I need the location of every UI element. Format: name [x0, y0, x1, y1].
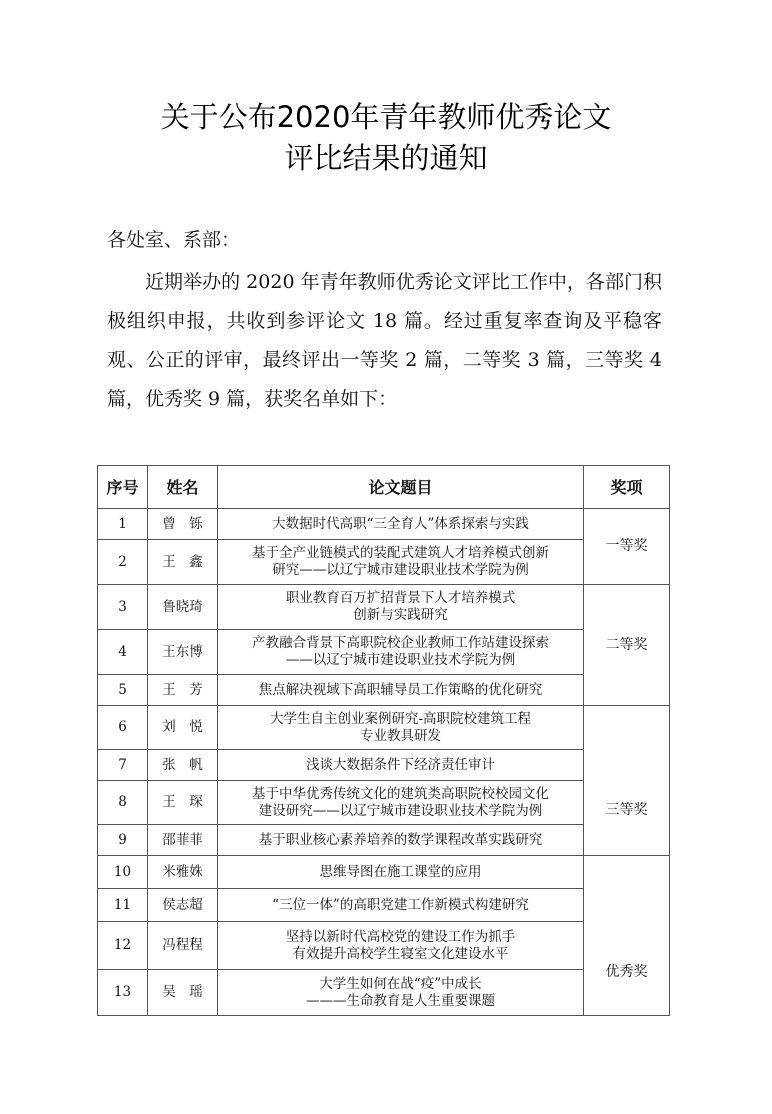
row-title: 大数据时代高职“三全育人”体系探索与实践 — [218, 509, 584, 540]
document-title-line2: 评比结果的通知 — [284, 141, 488, 175]
notice-paragraph: 近期举办的 2020 年青年教师优秀论文评比工作中，各部门积极组织申报，共收到参评论文 18 篇。经过重复率查询及平稳客观、公正的评审，最终评出一等奖 2 篇，二等奖 3 篇，三等奖 4 篇，优秀奖 9 篇，获奖名单如下： — [107, 271, 662, 410]
row-index: 4 — [98, 630, 148, 675]
award-first-prize: 一等奖 — [584, 509, 670, 585]
row-index: 7 — [98, 750, 148, 781]
table-row — [98, 585, 670, 630]
row-name: 王东博 — [148, 630, 218, 675]
row-index: 10 — [98, 856, 148, 889]
header-title: 论文题目 — [218, 466, 584, 509]
row-title: 产教融合背景下高职院校企业教师工作站建设探索 ——以辽宁城市建设职业技术学院为例 — [218, 630, 584, 675]
row-index: 5 — [98, 675, 148, 706]
row-title: 大学生如何在战“疫”中成长 ———生命教育是人生重要课题 — [218, 970, 584, 1016]
row-title: 基于全产业链模式的装配式建筑人才培养模式创新 研究——以辽宁城市建设职业技术学院为例 — [218, 540, 584, 585]
table-row — [98, 856, 670, 889]
row-name: 鲁晓琦 — [148, 585, 218, 630]
table-row — [98, 509, 670, 540]
row-index: 11 — [98, 889, 148, 922]
row-name: 邵菲菲 — [148, 825, 218, 856]
table-header-row — [98, 466, 670, 509]
header-index: 序号 — [98, 466, 148, 509]
row-title: 思维导图在施工课堂的应用 — [218, 856, 584, 889]
row-name: 侯志超 — [148, 889, 218, 922]
row-name: 张 帆 — [148, 750, 218, 781]
row-title: 基于职业核心素养培养的数学课程改革实践研究 — [218, 825, 584, 856]
award-table — [97, 465, 670, 1016]
row-name: 刘 悦 — [148, 706, 218, 750]
row-name: 王 琛 — [148, 781, 218, 825]
row-title: 坚持以新时代高校党的建设工作为抓手 有效提升高校学生寝室文化建设水平 — [218, 922, 584, 970]
award-excellence-prize: 优秀奖 — [584, 856, 670, 1016]
row-title: 基于中华优秀传统文化的建筑类高职院校校园文化 建设研究——以辽宁城市建设职业技术学院为例 — [218, 781, 584, 825]
row-index: 9 — [98, 825, 148, 856]
table-row — [98, 706, 670, 750]
row-title: 大学生自主创业案例研究-高职院校建筑工程 专业教具研发 — [218, 706, 584, 750]
award-second-prize: 二等奖 — [584, 585, 670, 706]
row-name: 曾 铄 — [148, 509, 218, 540]
award-third-prize: 三等奖 — [584, 706, 670, 856]
row-index: 13 — [98, 970, 148, 1016]
row-name: 冯程程 — [148, 922, 218, 970]
row-title: 职业教育百万扩招背景下人才培养模式 创新与实践研究 — [218, 585, 584, 630]
row-index: 6 — [98, 706, 148, 750]
row-index: 8 — [98, 781, 148, 825]
header-award: 奖项 — [584, 466, 670, 509]
row-title: “三位一体”的高职党建工作新模式构建研究 — [218, 889, 584, 922]
row-name: 王 芳 — [148, 675, 218, 706]
row-name: 米雅姝 — [148, 856, 218, 889]
row-index: 3 — [98, 585, 148, 630]
row-name: 王 鑫 — [148, 540, 218, 585]
row-index: 12 — [98, 922, 148, 970]
row-title: 焦点解决视域下高职辅导员工作策略的优化研究 — [218, 675, 584, 706]
row-index: 1 — [98, 509, 148, 540]
document-title-line1: 关于公布2020年青年教师优秀论文 — [160, 100, 612, 134]
row-name: 吴 瑶 — [148, 970, 218, 1016]
row-index: 2 — [98, 540, 148, 585]
row-title: 浅谈大数据条件下经济责任审计 — [218, 750, 584, 781]
header-name: 姓名 — [148, 466, 218, 509]
salutation: 各处室、系部： — [107, 229, 241, 251]
